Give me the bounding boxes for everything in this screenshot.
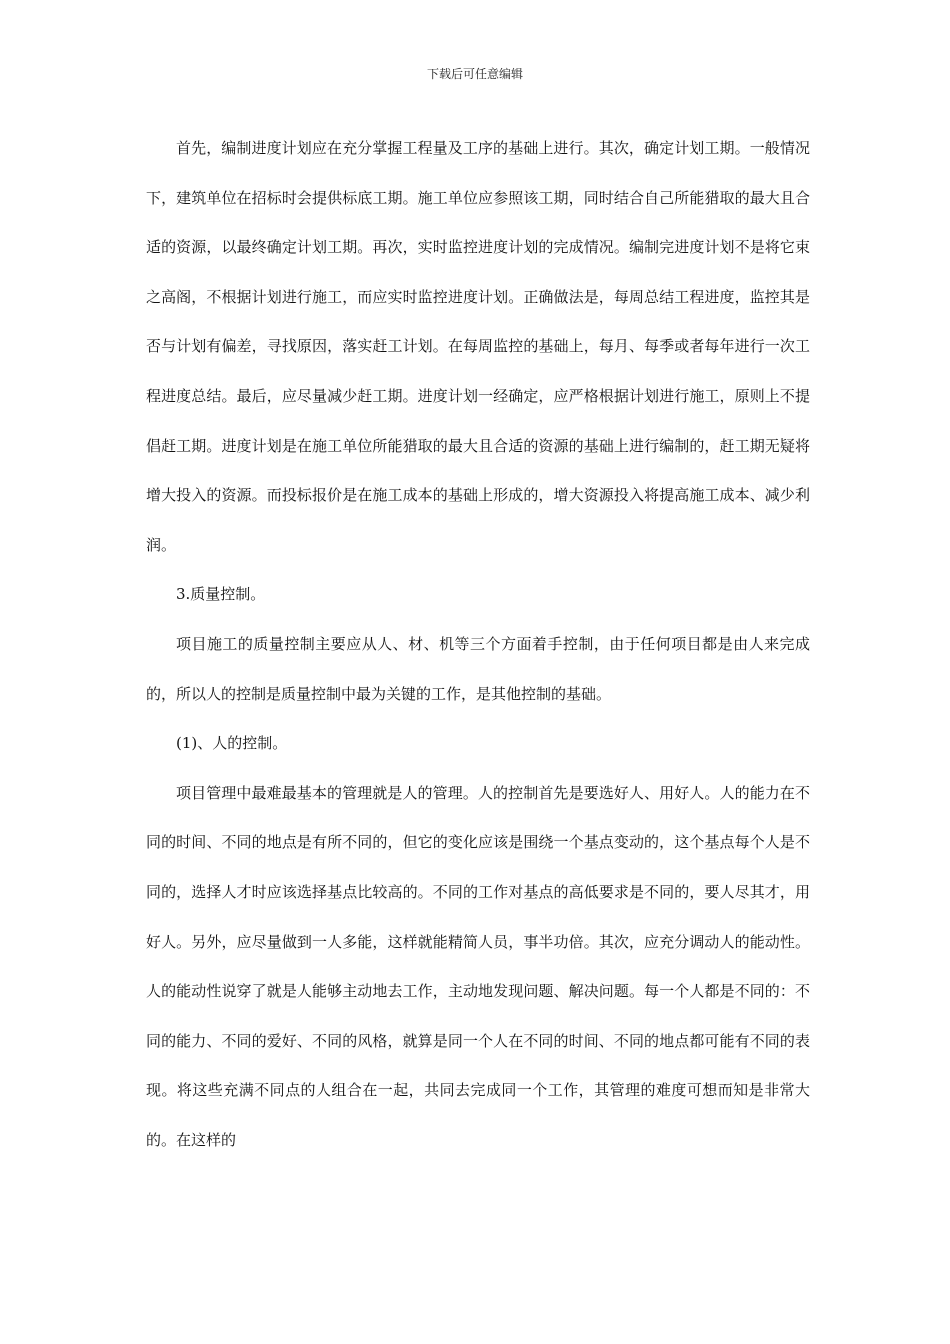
document-body	[146, 124, 810, 1165]
subsection-heading-people-control: (1)、人的控制。	[176, 734, 288, 753]
paragraph-quality-control-intro: 项目施工的质量控制主要应从人、材、机等三个方面着手控制，由于任何项目都是由人来完成的，所以人的控制是质量控制中最为关键的工作，是其他控制的基础。	[146, 634, 810, 703]
page-header: 下载后可任意编辑	[426, 67, 523, 81]
paragraph-people-control: 项目管理中最难最基本的管理就是人的管理。人的控制首先是要选好人、用好人。人的能力在不同的时间、不同的地点是有所不同的，但它的变化应该是围绕一个基点变动的，这个基点每个人是不同的，选择人才时应该选择基点比较高的。不同的工作对基点的高低要求是不同的，要人尽其才，用好人。另外，应尽量做到一人多能，这样就能精简人员，事半功倍。其次，应充分调动人的能动性。人的能动性说穿了就是人能够主动地去工作，主动地发现问题、解决问题。每一个人都是不同的：不同的能力、不同的爱好、不同的风格，就算是同一个人在不同的时间、不同的地点都可能有不同的表现。将这些充满不同点的人组合在一起，共同去完成同一个工作，其管理的难度可想而知是非常大的。在这样的	[146, 783, 810, 1149]
paragraph-schedule-control: 首先，编制进度计划应在充分掌握工程量及工序的基础上进行。其次，确定计划工期。一般情况下，建筑单位在招标时会提供标底工期。施工单位应参照该工期，同时结合自己所能猎取的最大且合适的资源，以最终确定计划工期。再次，实时监控进度计划的完成情况。编制完进度计划不是将它束之高阁，不根据计划进行施工，而应实时监控进度计划。正确做法是，每周总结工程进度，监控其是否与计划有偏差，寻找原因，落实赶工计划。在每周监控的基础上，每月、每季或者每年进行一次工程进度总结。最后，应尽量减少赶工期。进度计划一经确定，应严格根据计划进行施工，原则上不提倡赶工期。进度计划是在施工单位所能猎取的最大且合适的资源的基础上进行编制的，赶工期无疑将增大投入的资源。而投标报价是在施工成本的基础上形成的，增大资源投入将提高施工成本、减少利润。	[146, 139, 810, 554]
section-heading-quality-control: 3.质量控制。	[176, 585, 266, 604]
